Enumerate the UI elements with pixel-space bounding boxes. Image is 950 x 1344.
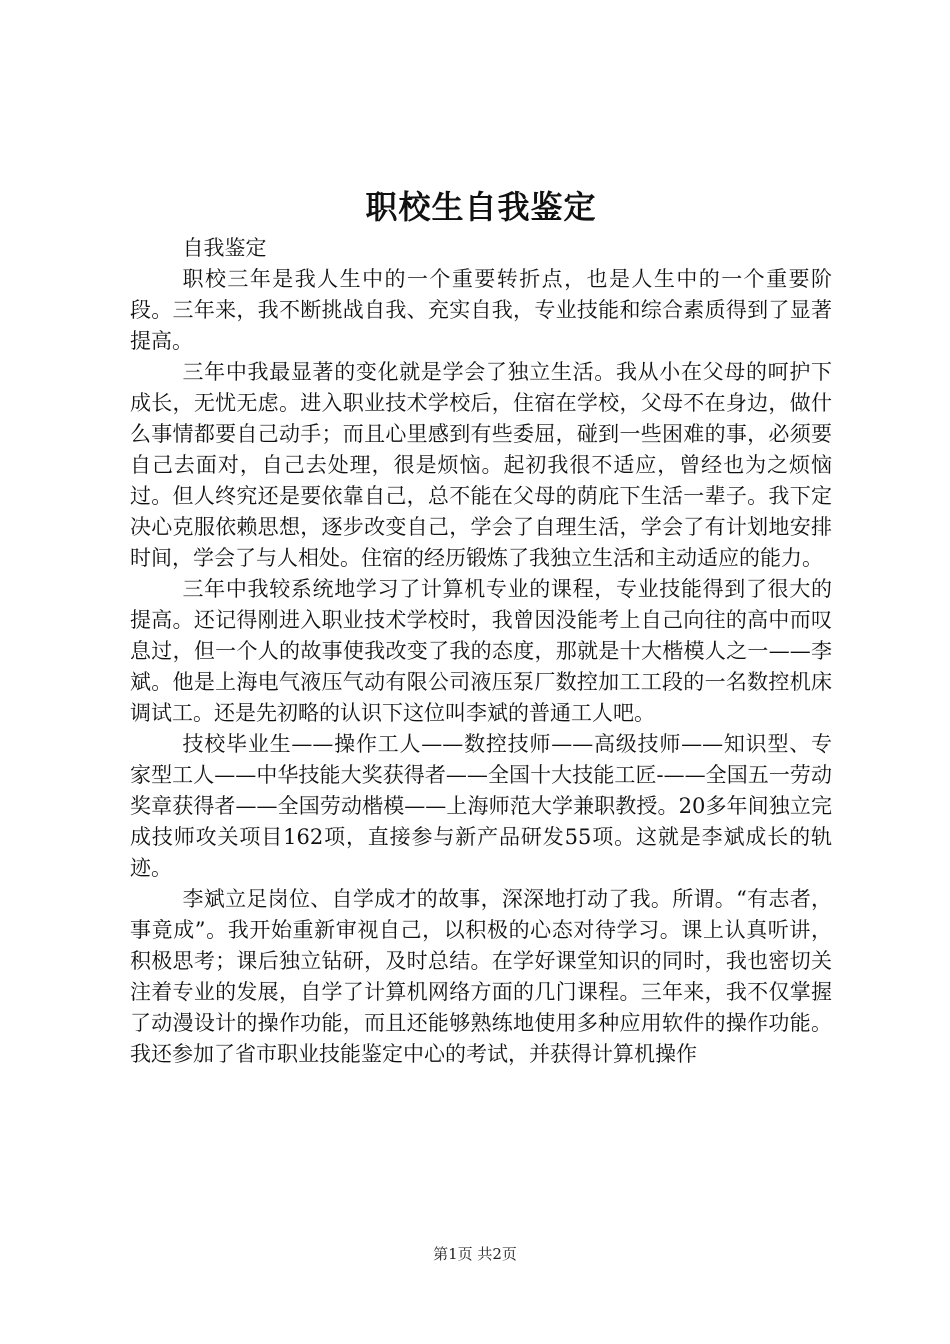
paragraph-heading: 自我鉴定: [182, 236, 267, 260]
document-page: [130, 0, 832, 1344]
paragraph: 李斌立足岗位、自学成才的故事，深深地打动了我。所谓。“有志者，事竟成”。我开始重新审视自己，以积极的心态对待学习。课上认真听讲，积极思考；课后独立钻研，及时总结。在学好课堂知识的同时，我也密切关注着专业的发展，自学了计算机网络方面的几门课程。三年来，我不仅掌握了动漫设计的操作功能，而且还能够熟练地使用多种应用软件的操作功能。我还参加了省市职业技能鉴定中心的考试，并获得计算机操作: [130, 887, 832, 1066]
paragraph: 三年中我较系统地学习了计算机专业的课程，专业技能得到了很大的提高。还记得刚进入职业技术学校时，我曾因没能考上自己向往的高中而叹息过，但一个人的故事使我改变了我的态度，那就是十大楷模人之一——李斌。他是上海电气液压气动有限公司液压泵厂数控加工工段的一名数控机床调试工。还是先初略的认识下这位叫李斌的普通工人吧。: [130, 577, 832, 725]
paragraph: 技校毕业生——操作工人——数控技师——高级技师——知识型、专家型工人——中华技能大奖获得者——全国十大技能工匠-——全国五一劳动奖章获得者——全国劳动楷模——上海师范大学兼职教授。20多年间独立完成技师攻关项目162项，直接参与新产品研发55项。这就是李斌成长的轨迹。: [130, 732, 832, 880]
paragraph: 三年中我最显著的变化就是学会了独立生活。我从小在父母的呵护下成长，无忧无虑。进入职业技术学校后，住宿在学校，父母不在身边，做什么事情都要自己动手；而且心里感到有些委屈，碰到一些困难的事，必须要自己去面对，自己去处理，很是烦恼。起初我很不适应，曾经也为之烦恼过。但人终究还是要依靠自己，总不能在父母的荫庇下生活一辈子。我下定决心克服依赖思想，逐步改变自己，学会了自理生活，学会了有计划地安排时间，学会了与人相处。住宿的经历锻炼了我独立生活和主动适应的能力。: [130, 360, 832, 570]
paragraph: 职校三年是我人生中的一个重要转折点，也是人生中的一个重要阶段。三年来，我不断挑战自我、充实自我，专业技能和综合素质得到了显著提高。: [130, 267, 832, 353]
page-footer: 第1页 共2页: [433, 1245, 517, 1263]
document-body: [130, 233, 832, 1070]
document-title: 职校生自我鉴定: [365, 188, 597, 226]
